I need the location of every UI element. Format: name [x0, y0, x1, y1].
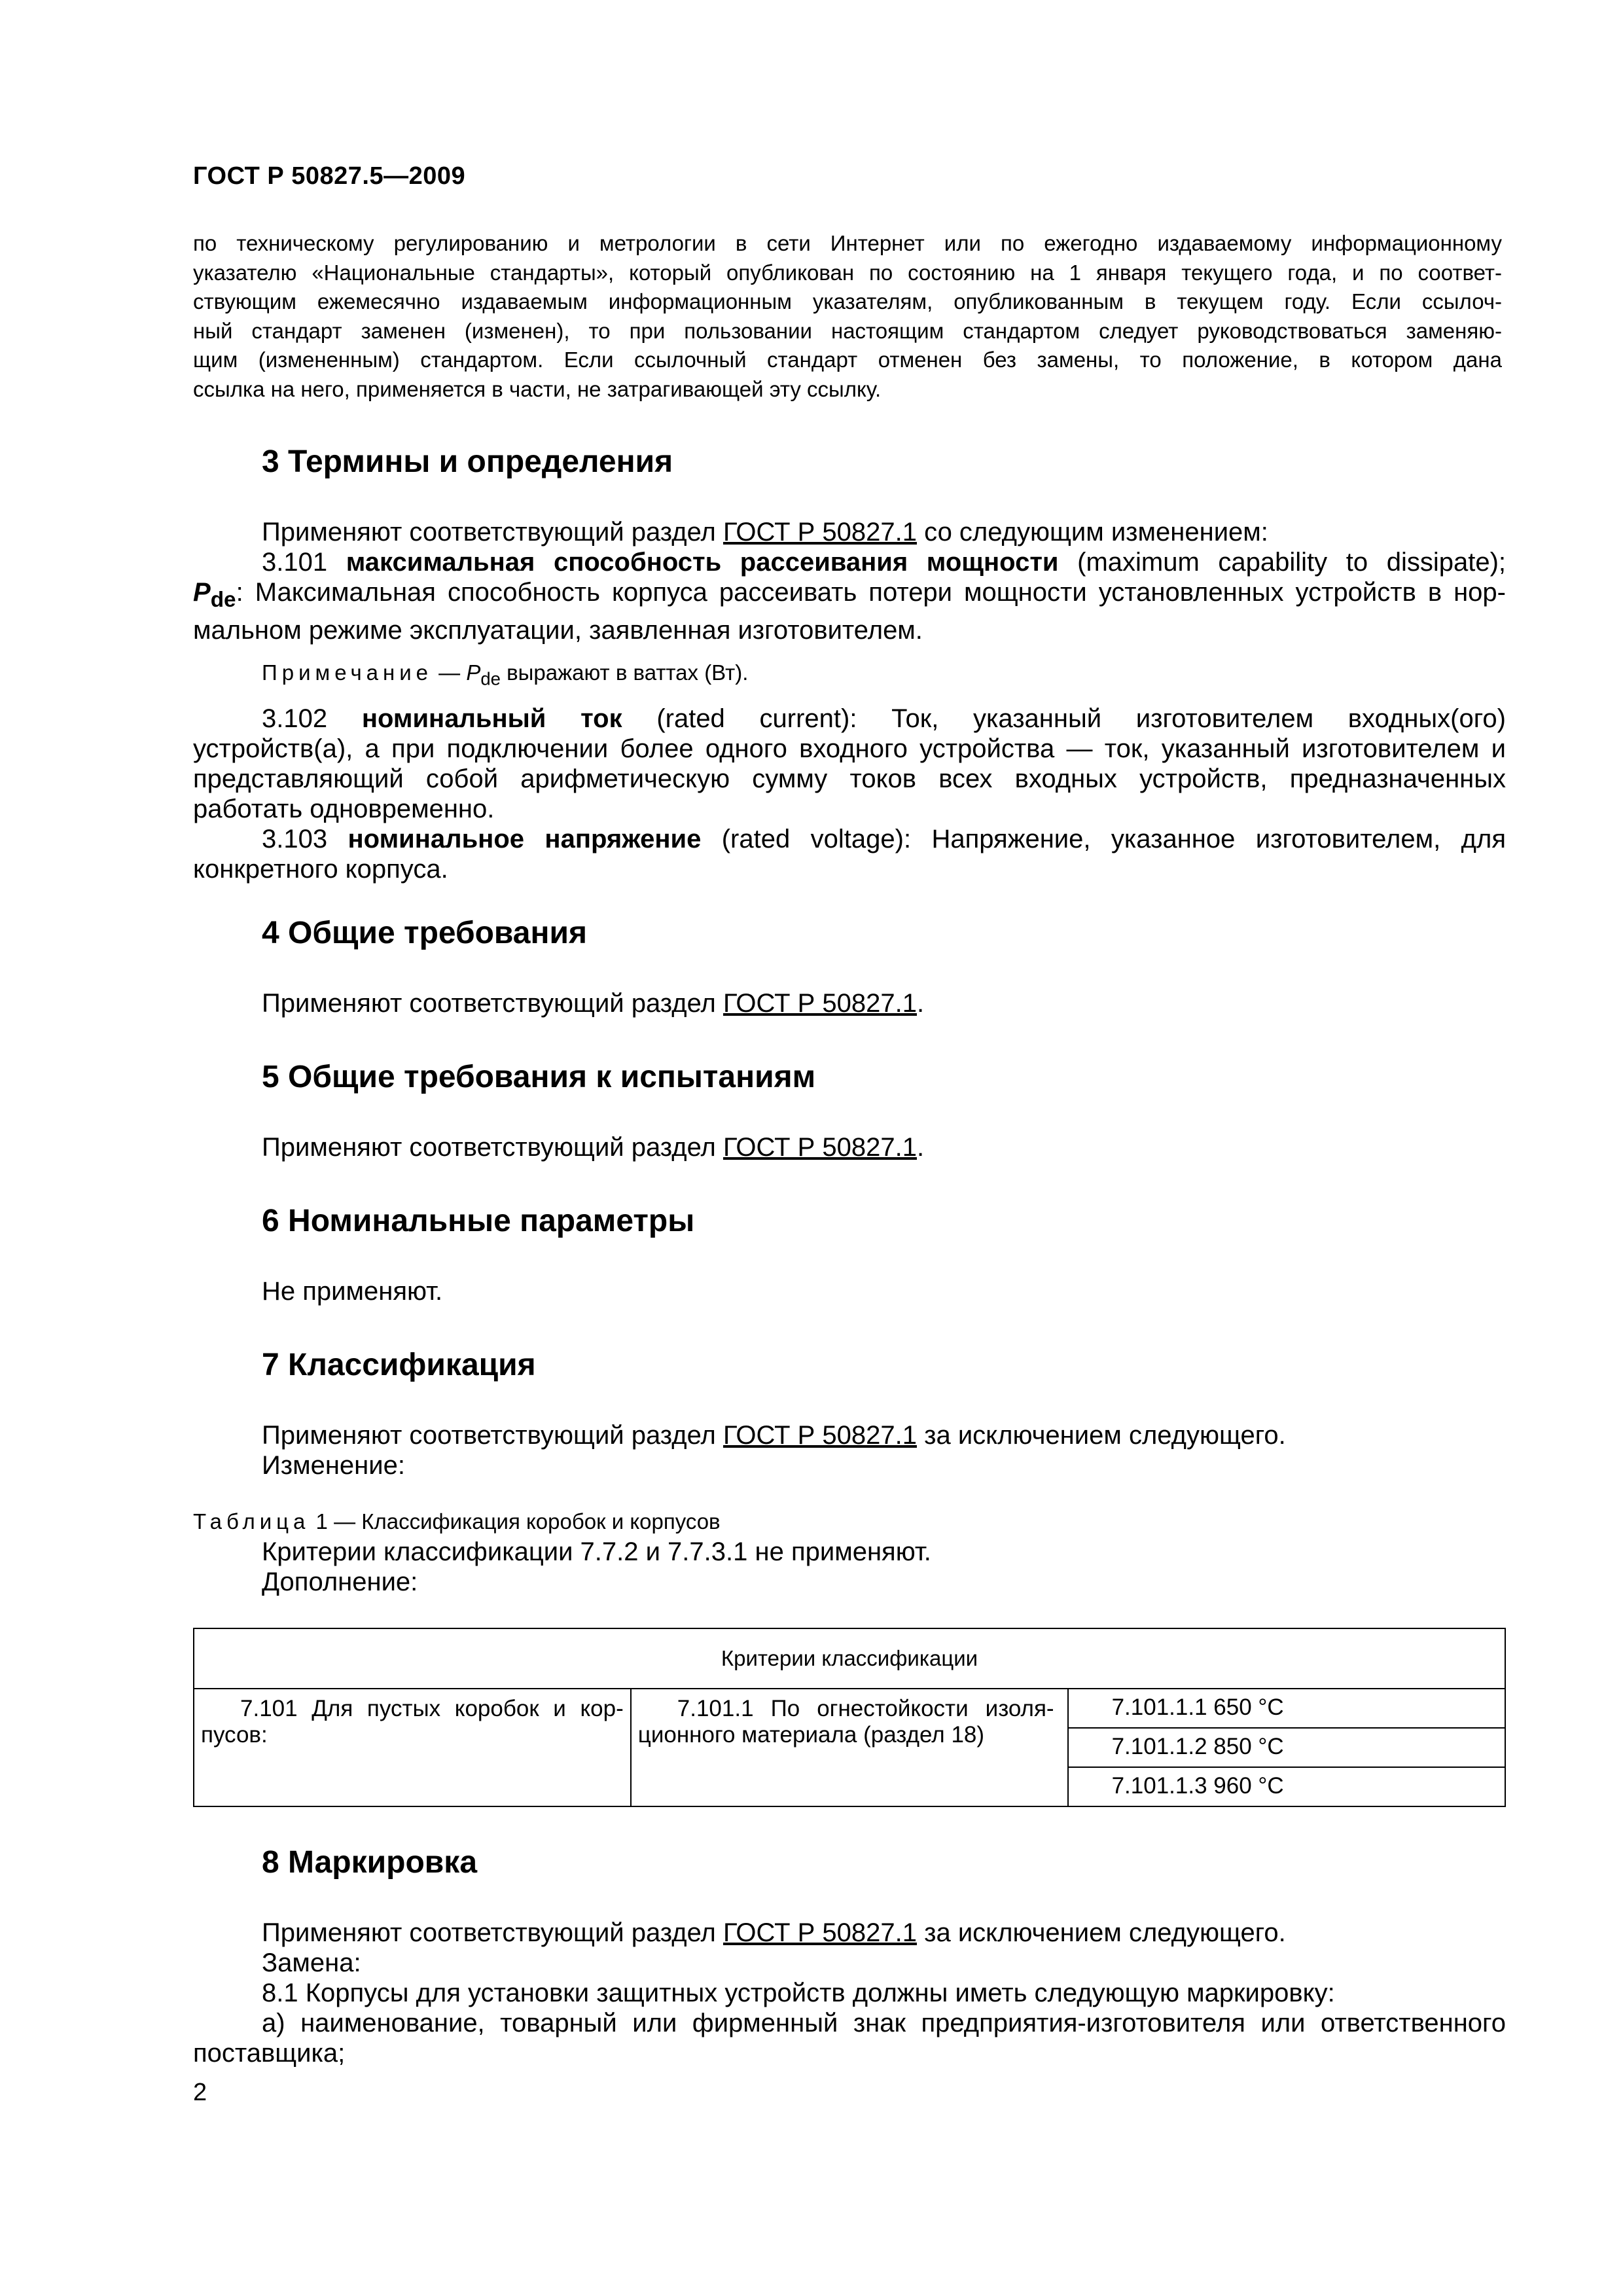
- cell-text: 7.101.1 По огнестойкости изоля-: [677, 1696, 1054, 1721]
- s7-not-applied: Критерии классификации 7.7.2 и 7.7.3.1 не применяют.: [262, 1537, 931, 1566]
- s7-change: Изменение:: [262, 1451, 405, 1480]
- s4-paragraph: [262, 988, 924, 1018]
- table-cell-value: 7.101.1.3 960 °С: [1068, 1767, 1505, 1806]
- table-cell-fire-resistance: [631, 1689, 1068, 1806]
- term-definition-cont: конкретного корпуса.: [193, 855, 448, 884]
- intro-line: ствующим ежемесячно издаваемым информационным указателям, опубликованным в текущем году. Если ссылоч-: [193, 289, 1502, 314]
- section-5-heading: 5 Общие требования к испытаниям: [262, 1060, 816, 1094]
- s7-addition: Дополнение:: [262, 1568, 418, 1596]
- table-cell-value: 7.101.1.1 650 °С: [1068, 1689, 1505, 1728]
- s8-post: за исключением следующего.: [917, 1918, 1286, 1947]
- section-8-heading: 8 Маркировка: [262, 1845, 478, 1880]
- note-label: Примечание: [262, 660, 433, 685]
- item-text: поставщика;: [193, 2039, 346, 2068]
- intro-line: ный стандарт заменен (изменен), то при пользовании настоящим стандартом следует руководствоваться заменяю-: [193, 318, 1502, 343]
- term-name: максимальная способность рассеивания мощности: [346, 548, 1059, 577]
- ref-link[interactable]: ГОСТ Р 50827.1: [722, 989, 917, 1018]
- term-3-103: [193, 824, 1506, 854]
- table-header-row: [194, 1628, 1505, 1689]
- ref-link[interactable]: ГОСТ Р 50827.1: [722, 1421, 917, 1450]
- s5-pre: Применяют соответствующий раздел: [262, 1133, 723, 1162]
- classification-table: [193, 1628, 1506, 1807]
- s3-apply-post: со следующим изменением:: [917, 518, 1268, 547]
- ref-link[interactable]: ГОСТ Р 50827.1: [722, 1133, 917, 1162]
- s8-pre: Применяют соответствующий раздел: [262, 1918, 723, 1947]
- term-definition-cont: устройств(а), а при подключении более одного входного устройства — ток, указанный изготовителем и: [193, 734, 1506, 763]
- intro-line: ссылка на него, применяется в части, не затрагивающей эту ссылку.: [193, 376, 882, 401]
- s7-pre: Применяют соответствующий раздел: [262, 1421, 723, 1450]
- s8-replace: Замена:: [262, 1948, 361, 1977]
- table-header-cell: Критерии классификации: [194, 1628, 1505, 1689]
- intro-line: по техническому регулированию и метрологии в сети Интернет или по ежегодно издаваемому информационному: [193, 231, 1502, 255]
- ref-link[interactable]: ГОСТ Р 50827.1: [722, 1918, 917, 1947]
- item-text: а) наименование, товарный или фирменный знак предприятия-изготовителя или ответственного: [262, 2009, 1506, 2037]
- term-3-102: [193, 704, 1506, 884]
- table-row: [194, 1689, 1505, 1728]
- s4-pre: Применяют соответствующий раздел: [262, 989, 723, 1018]
- term-name: номинальное напряжение: [348, 825, 702, 853]
- note-symbol-sub: de: [480, 668, 501, 689]
- term-number: 3.101: [262, 548, 346, 577]
- s3-apply-paragraph: [262, 517, 1268, 547]
- table-caption: [193, 1507, 721, 1537]
- section-7-heading: 7 Классификация: [262, 1348, 536, 1382]
- term-3-101: [193, 547, 1506, 645]
- term-symbol: P: [193, 578, 211, 607]
- s7-paragraph: [262, 1420, 1286, 1450]
- term-definition-cont: мальном режиме эксплуатации, заявленная изготовителем.: [193, 616, 923, 645]
- intro-paragraph: [193, 229, 1502, 404]
- cell-text: 7.101 Для пустых коробок и кор-: [240, 1696, 624, 1721]
- table-cell-empty-boxes: [194, 1689, 631, 1806]
- table-cell-value: 7.101.1.2 850 °С: [1068, 1728, 1505, 1767]
- s7-post: за исключением следующего.: [917, 1421, 1286, 1450]
- document-header: ГОСТ Р 50827.5—2009: [193, 162, 466, 190]
- term-definition-cont: работать одновременно.: [193, 795, 495, 823]
- s4-post: .: [917, 989, 925, 1018]
- term-definition: : Максимальная способность корпуса рассеивать потери мощности установленных устройств в нор-: [236, 578, 1506, 607]
- s6-paragraph: Не применяют.: [262, 1277, 443, 1306]
- table-label: Таблица: [193, 1509, 310, 1534]
- section-4-heading: 4 Общие требования: [262, 916, 587, 950]
- term-definition-cont: представляющий собой арифметическую сумму токов всех входных устройств, предназначенных: [193, 764, 1506, 793]
- s5-post: .: [917, 1133, 925, 1162]
- s8-paragraph: [262, 1918, 1286, 1948]
- term-symbol-sub: de: [210, 588, 236, 612]
- note-text: выражают в ваттах (Вт).: [500, 660, 749, 685]
- cell-text: ционного материала (раздел 18): [637, 1722, 985, 1748]
- s8-clause-8-1: 8.1 Корпусы для установки защитных устройств должны иметь следующую маркировку:: [262, 1979, 1335, 2007]
- term-name: номинальный ток: [361, 704, 622, 733]
- s3-apply-pre: Применяют соответствующий раздел: [262, 518, 723, 547]
- section-6-heading: 6 Номинальные параметры: [262, 1204, 695, 1238]
- note-symbol: P: [466, 660, 481, 685]
- cell-text: пусов:: [201, 1722, 268, 1748]
- term-definition: (rated current): Ток, указанный изготовителем входных(ого): [622, 704, 1506, 733]
- term-definition: (rated voltage): Напряжение, указанное изготовителем, для: [701, 825, 1506, 853]
- term-english: (maximum capability to dissipate);: [1058, 548, 1506, 577]
- s8-item-a: [193, 2008, 1506, 2068]
- page-number: 2: [193, 2079, 207, 2106]
- table-caption-text: 1 — Классификация коробок и корпусов: [310, 1509, 721, 1534]
- term-number: 3.102: [262, 704, 362, 733]
- note-paragraph: [262, 658, 748, 694]
- note-dash: —: [433, 660, 467, 685]
- s5-paragraph: [262, 1132, 924, 1162]
- term-number: 3.103: [262, 825, 348, 853]
- intro-line: щим (измененным) стандартом. Если ссылочный стандарт отменен без замены, то положение, в котором дана: [193, 348, 1502, 372]
- ref-link[interactable]: ГОСТ Р 50827.1: [722, 518, 917, 547]
- intro-line: указателю «Национальные стандарты», который опубликован по состоянию на 1 января текущего года, и по соответ-: [193, 260, 1502, 285]
- section-3-heading: 3 Термины и определения: [262, 444, 673, 479]
